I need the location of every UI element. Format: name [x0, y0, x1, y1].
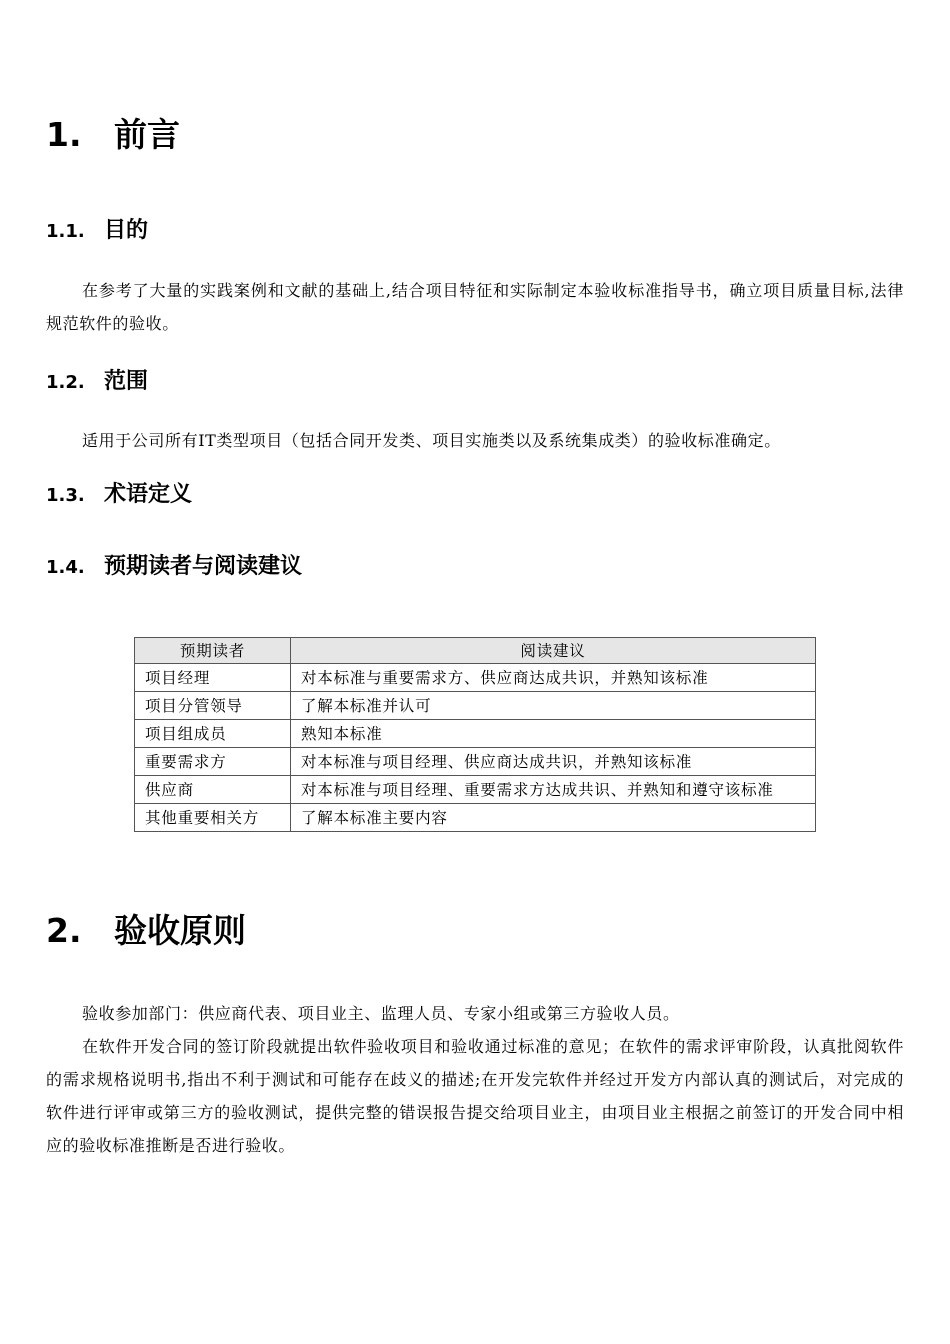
table-row: [135, 776, 816, 804]
participants-paragraph: 验收参加部门：供应商代表、项目业主、监理人员、专家小组或第三方验收人员。: [82, 1004, 680, 1023]
reader-advice-table: [134, 637, 816, 832]
advice-cell: 熟知本标准: [291, 720, 816, 748]
table-header-cell: 阅读建议: [291, 638, 816, 664]
section-number: 1.1.: [46, 221, 85, 242]
advice-cell: 对本标准与项目经理、重要需求方达成共识、并熟知和遵守该标准: [291, 776, 816, 804]
reader-cell: 其他重要相关方: [135, 804, 291, 832]
table-row: [135, 720, 816, 748]
section-title: 范围: [104, 369, 149, 394]
table-header-row: [135, 638, 816, 664]
section-number: 1.: [46, 115, 82, 154]
purpose-paragraph: 在参考了大量的实践案例和文献的基础上,结合项目特征和实际制定本验收标准指导书，确立项目质量目标,法律规范软件的验收。: [46, 281, 904, 333]
section-number: 1.3.: [46, 485, 85, 506]
table-header-cell: 预期读者: [135, 638, 291, 664]
section-1-4-heading: [46, 552, 302, 583]
table-row: [135, 804, 816, 832]
advice-cell: 了解本标准并认可: [291, 692, 816, 720]
section-1-3-heading: [46, 480, 192, 511]
reader-cell: 项目组成员: [135, 720, 291, 748]
section-number: 2.: [46, 911, 82, 950]
advice-cell: 了解本标准主要内容: [291, 804, 816, 832]
table-row: [135, 664, 816, 692]
section-1-heading: [46, 115, 180, 155]
reader-cell: 项目经理: [135, 664, 291, 692]
advice-cell: 对本标准与重要需求方、供应商达成共识，并熟知该标准: [291, 664, 816, 692]
section-number: 1.4.: [46, 557, 85, 578]
reader-cell: 供应商: [135, 776, 291, 804]
reader-cell: 重要需求方: [135, 748, 291, 776]
reader-cell: 项目分管领导: [135, 692, 291, 720]
section-title: 前言: [114, 115, 180, 154]
section-title: 术语定义: [104, 482, 193, 507]
section-1-2-heading: [46, 367, 148, 398]
table-row: [135, 692, 816, 720]
section-title: 验收原则: [114, 911, 246, 950]
section-1-1-heading: [46, 216, 148, 247]
section-title: 预期读者与阅读建议: [104, 554, 303, 579]
section-number: 1.2.: [46, 372, 85, 393]
table-row: [135, 748, 816, 776]
section-2-heading: [46, 911, 246, 951]
section-title: 目的: [104, 218, 149, 243]
advice-cell: 对本标准与项目经理、供应商达成共识，并熟知该标准: [291, 748, 816, 776]
acceptance-principle-paragraph: 在软件开发合同的签订阶段就提出软件验收项目和验收通过标准的意见；在软件的需求评审阶段，认真批阅软件的需求规格说明书,指出不利于测试和可能存在歧义的描述;在开发完软件并经过开发方内部认真的测试后，对完成的软件进行评审或第三方的验收测试，提供完整的错误报告提交给项目业主，由项目业主根据之前签订的开发合同中相应的验收标准推断是否进行验收。: [46, 1037, 904, 1155]
scope-paragraph: 适用于公司所有IT类型项目（包括合同开发类、项目实施类以及系统集成类）的验收标准确定。: [82, 431, 781, 450]
